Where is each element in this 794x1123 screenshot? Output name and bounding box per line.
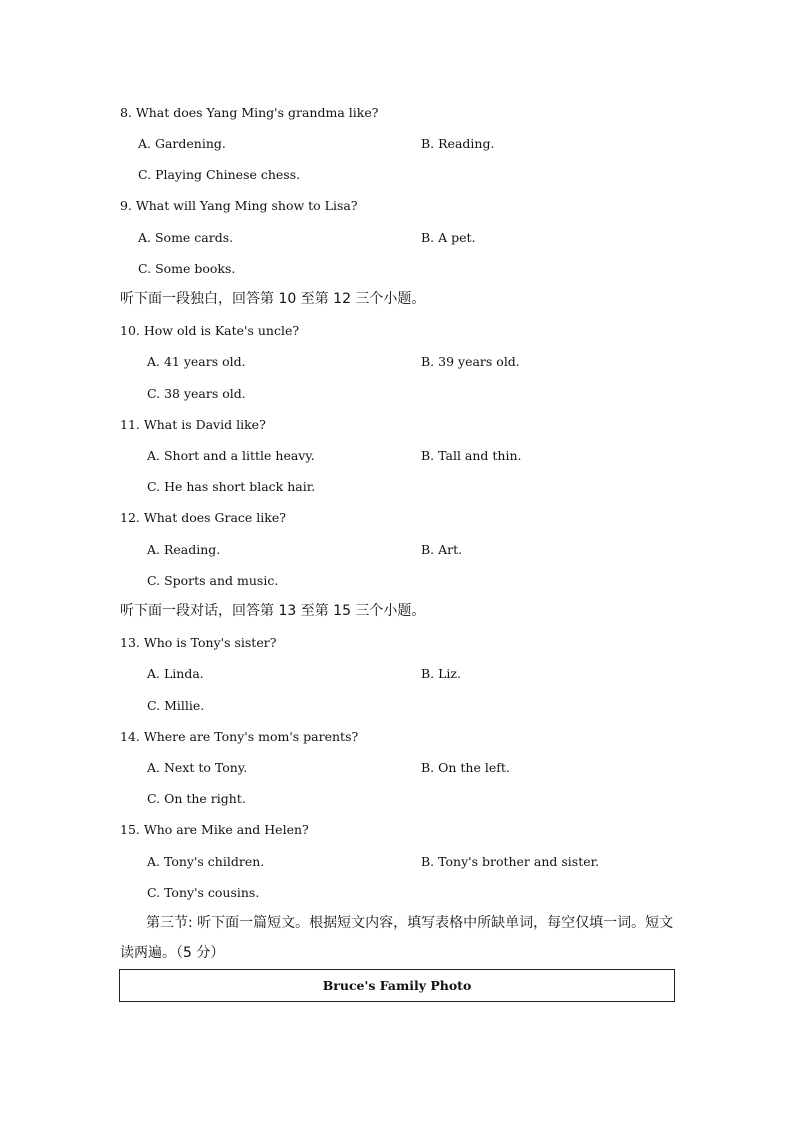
option-11a: A. Short and a little heavy.	[147, 448, 315, 463]
option-11b: B. Tall and thin.	[421, 448, 522, 463]
option-14a: A. Next to Tony.	[147, 760, 248, 775]
option-13b: B. Liz.	[421, 666, 461, 681]
option-15c: C. Tony's cousins.	[147, 885, 260, 900]
option-9c: C. Some books.	[138, 261, 236, 276]
question-12: 12. What does Grace like?	[120, 510, 286, 525]
option-13c: C. Millie.	[147, 698, 205, 713]
section-3-instruction: 第三节: 听下面一篇短文。根据短文内容，填写表格中所缺单词，每空仅填一词。短文读两遍。（5 分）	[120, 915, 674, 961]
question-15: 15. Who are Mike and Helen?	[120, 822, 309, 837]
option-10a: A. 41 years old.	[147, 354, 246, 369]
option-9b: B. A pet.	[421, 230, 476, 245]
option-10b: B. 39 years old.	[421, 354, 520, 369]
option-9a: A. Some cards.	[138, 230, 234, 245]
option-13a: A. Linda.	[147, 666, 204, 681]
option-11c: C. He has short black hair.	[147, 479, 316, 494]
question-14: 14. Where are Tony's mom's parents?	[120, 729, 359, 744]
option-10c: C. 38 years old.	[147, 386, 246, 401]
instruction-monologue: 听下面一段独白，回答第 10 至第 12 三个小题。	[120, 291, 426, 307]
option-14c: C. On the right.	[147, 791, 246, 806]
question-10: 10. How old is Kate's uncle?	[120, 323, 300, 338]
option-15b: B. Tony's brother and sister.	[421, 854, 600, 869]
option-14b: B. On the left.	[421, 760, 510, 775]
table-title-box	[119, 969, 675, 1002]
option-12a: A. Reading.	[147, 542, 221, 557]
question-13: 13. Who is Tony's sister?	[120, 635, 277, 650]
option-8a: A. Gardening.	[138, 136, 226, 151]
option-15a: A. Tony's children.	[147, 854, 265, 869]
question-8: 8. What does Yang Ming's grandma like?	[120, 105, 379, 120]
option-12c: C. Sports and music.	[147, 573, 279, 588]
option-12b: B. Art.	[421, 542, 463, 557]
question-11: 11. What is David like?	[120, 417, 266, 432]
instruction-dialogue: 听下面一段对话，回答第 13 至第 15 三个小题。	[120, 603, 426, 619]
option-8b: B. Reading.	[421, 136, 495, 151]
option-8c: C. Playing Chinese chess.	[138, 167, 301, 182]
table-title: Bruce's Family Photo	[322, 978, 472, 993]
question-9: 9. What will Yang Ming show to Lisa?	[120, 198, 358, 213]
